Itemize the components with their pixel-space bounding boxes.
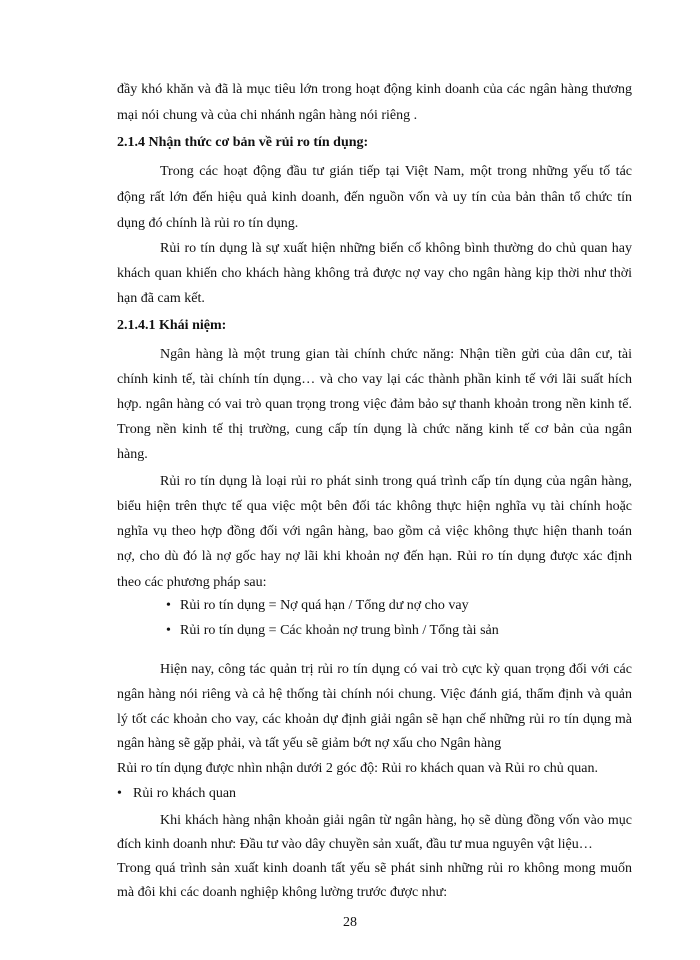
paragraph-line: Rủi ro tín dụng được nhìn nhận dưới 2 góc độ: Rủi ro khách quan và Rủi ro chủ quan.	[117, 761, 599, 776]
subsection-heading: 2.1.4.1 Khái niệm:	[117, 318, 227, 333]
bullet-dot-icon: •	[166, 598, 171, 613]
bullet-item: Rủi ro khách quan	[133, 786, 237, 801]
paragraph-line: lý tốt các khoản cho vay, các khoản dự định giải ngân sẽ hạn chế những rủi ro tín dụng mà	[117, 712, 632, 727]
paragraph-line: hàng.	[117, 447, 148, 462]
formula-line: Rủi ro tín dụng = Nợ quá hạn / Tổng dư nợ cho vay	[180, 598, 469, 613]
paragraph-line: Ngân hàng là một trung gian tài chính chức năng: Nhận tiền gửi của dân cư, tài	[160, 347, 632, 362]
paragraph-line: nghĩa vụ theo hợp đồng đối với ngân hàng, bao gồm cả việc không thực hiện thanh toán	[117, 524, 632, 539]
paragraph-line: động rất lớn đến hiệu quả kinh doanh, đến nguồn vốn và uy tín của bản thân tổ chức tín	[117, 190, 632, 205]
paragraph-line: ngân hàng sẽ gặp phải, và tất yếu sẽ giảm bớt nợ xấu cho Ngân hàng	[117, 736, 502, 751]
bullet-dot-icon: •	[166, 623, 171, 638]
section-heading: 2.1.4 Nhận thức cơ bản về rủi ro tín dụng:	[117, 135, 369, 150]
paragraph-line: theo các phương pháp sau:	[117, 575, 267, 590]
paragraph-line: ngân hàng nói riêng và cả hệ thống tài chính nói chung. Việc đánh giá, thẩm định và quản	[117, 687, 632, 702]
paragraph-line: khách quan khiến cho khách hàng không trả được nợ vay cho ngân hàng kịp thời như thời	[117, 266, 632, 281]
formula-line: Rủi ro tín dụng = Các khoản nợ trung bình / Tổng tài sản	[180, 623, 499, 638]
paragraph-line: hạn đã cam kết.	[117, 291, 205, 306]
paragraph-line: hợp. ngân hàng có vai trò quan trọng trong việc đảm bảo sự thanh khoản trong nền kinh tế.	[117, 397, 632, 412]
paragraph-line: mà đôi khi các doanh nghiệp không lường trước được như:	[117, 885, 448, 900]
paragraph-line: Trong quá trình sản xuất kinh doanh tất yếu sẽ phát sinh những rủi ro không mong muốn	[117, 861, 632, 876]
paragraph-line: biểu hiện trên thực tế qua việc một bên đối tác không thực hiện nghĩa vụ tài chính hoặc	[117, 499, 632, 514]
paragraph-line: Trong các hoạt động đầu tư gián tiếp tại Việt Nam, một trong những yếu tố tác	[160, 164, 632, 179]
page-number: 28	[343, 915, 357, 930]
paragraph-line: Khi khách hàng nhận khoản giải ngân từ ngân hàng, họ sẽ dùng đồng vốn vào mục	[160, 813, 632, 828]
bullet-dot-icon: •	[117, 786, 122, 801]
paragraph-line: Rủi ro tín dụng là sự xuất hiện những biến cố không bình thường do chủ quan hay	[160, 241, 632, 256]
paragraph-line: đích kinh doanh như: Đầu tư vào dây chuyền sản xuất, đầu tư mua nguyên vật liệu…	[117, 837, 593, 852]
paragraph-line: chính kinh tế, tài chính tín dụng… và cho vay lại các thành phần kinh tế với lãi suất hích	[117, 372, 632, 387]
paragraph-line: mại nói chung và của chi nhánh ngân hàng nói riêng .	[117, 108, 418, 123]
paragraph-line: Rủi ro tín dụng là loại rủi ro phát sinh trong quá trình cấp tín dụng của ngân hàng,	[160, 474, 632, 489]
paragraph-line: Trong nền kinh tế thị trường, cung cấp tín dụng là chức năng kinh tế cơ bản của ngân	[117, 422, 632, 437]
paragraph-line: đầy khó khăn và đã là mục tiêu lớn trong hoạt động kinh doanh của các ngân hàng thương	[117, 82, 632, 97]
paragraph-line: nợ, cho dù đó là nợ gốc hay nợ lãi khi khoản nợ đến hạn. Rủi ro tín dụng được xác định	[117, 549, 632, 564]
paragraph-line: Hiện nay, công tác quản trị rủi ro tín dụng có vai trò cực kỳ quan trọng đối với các	[160, 662, 632, 677]
paragraph-line: dụng đó chính là rủi ro tín dụng.	[117, 216, 299, 231]
